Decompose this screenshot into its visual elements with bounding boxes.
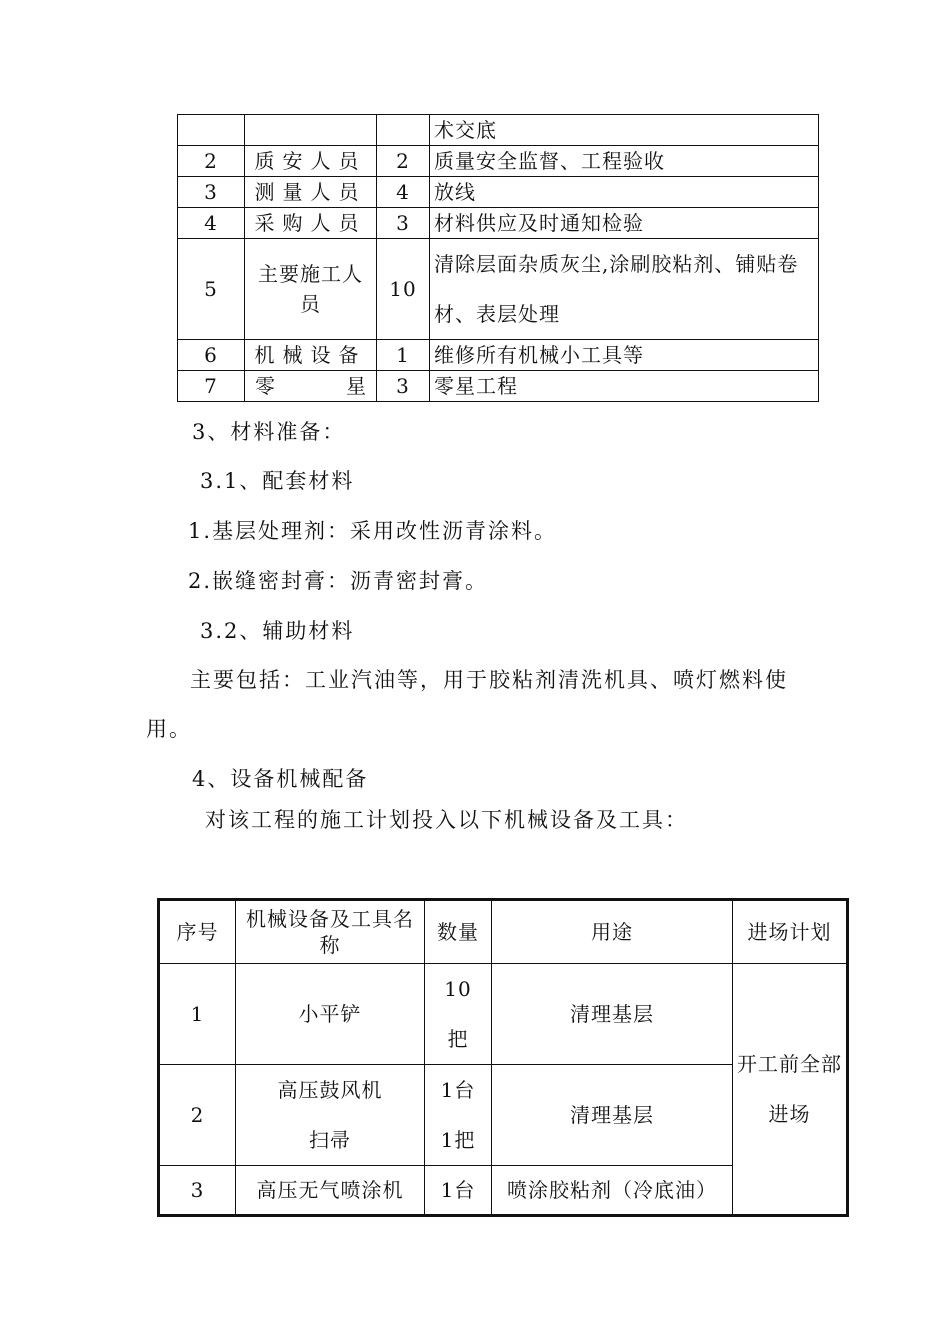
role-cell: 质安人员 bbox=[245, 146, 377, 177]
equipment-name: 扫帚 bbox=[309, 1128, 351, 1152]
quantity-value: 1台 bbox=[440, 1078, 476, 1102]
section-heading-equipment: 4、设备机械配备 bbox=[192, 767, 369, 791]
role-cell: 机械设备 bbox=[245, 340, 377, 371]
usage-cell: 清理基层 bbox=[492, 1065, 733, 1166]
plan-cell: 开工前全部进场 bbox=[733, 964, 848, 1216]
subsection-heading-supporting-materials: 3.1、配套材料 bbox=[200, 469, 355, 493]
quantity-unit: 把 bbox=[447, 1027, 469, 1051]
quantity-value: 10 bbox=[444, 977, 472, 1001]
quantity-cell: 1台 bbox=[425, 1166, 492, 1216]
row-number: 7 bbox=[178, 371, 245, 402]
staff-table bbox=[177, 114, 819, 402]
table-row bbox=[178, 115, 819, 146]
duty-cell: 质量安全监督、工程验收 bbox=[430, 146, 819, 177]
table-row bbox=[178, 177, 819, 208]
quantity-value: 1把 bbox=[440, 1128, 476, 1152]
duty-cell: 术交底 bbox=[430, 115, 819, 146]
header-cell: 机械设备及工具名称 bbox=[236, 900, 425, 964]
row-number: 6 bbox=[178, 340, 245, 371]
row-number: 2 bbox=[159, 1065, 236, 1166]
usage-cell: 喷涂胶粘剂（冷底油） bbox=[492, 1166, 733, 1216]
duty-cell: 放线 bbox=[430, 177, 819, 208]
table-row bbox=[178, 208, 819, 239]
header-cell: 数量 bbox=[425, 900, 492, 964]
count-cell: 10 bbox=[377, 239, 430, 340]
row-number bbox=[178, 115, 245, 146]
equipment-name-cell: 小平铲 bbox=[236, 964, 425, 1065]
role-cell: 零星 bbox=[245, 371, 377, 402]
count-cell: 3 bbox=[377, 208, 430, 239]
row-number: 5 bbox=[178, 239, 245, 340]
paragraph-line: 用。 bbox=[146, 717, 192, 741]
header-cell: 进场计划 bbox=[733, 900, 848, 964]
material-item: 1.基层处理剂：采用改性沥青涂料。 bbox=[188, 519, 558, 543]
duty-cell: 清除层面杂质灰尘,涂刷胶粘剂、铺贴卷材、表层处理 bbox=[430, 239, 819, 340]
section-heading-materials: 3、材料准备： bbox=[192, 420, 346, 444]
count-cell bbox=[377, 115, 430, 146]
row-number: 3 bbox=[159, 1166, 236, 1216]
duty-cell: 维修所有机械小工具等 bbox=[430, 340, 819, 371]
row-number: 1 bbox=[159, 964, 236, 1065]
equipment-name-cell: 高压无气喷涂机 bbox=[236, 1166, 425, 1216]
table-row bbox=[178, 340, 819, 371]
count-cell: 3 bbox=[377, 371, 430, 402]
header-cell: 用途 bbox=[492, 900, 733, 964]
paragraph-line: 主要包括：工业汽油等，用于胶粘剂清洗机具、喷灯燃料使 bbox=[190, 668, 788, 692]
equipment-name: 高压鼓风机 bbox=[277, 1078, 383, 1102]
paragraph-line: 对该工程的施工计划投入以下机械设备及工具： bbox=[205, 808, 688, 832]
table-header-row bbox=[159, 900, 848, 964]
duty-cell: 零星工程 bbox=[430, 371, 819, 402]
header-cell: 序号 bbox=[159, 900, 236, 964]
table-row bbox=[178, 239, 819, 340]
subsection-heading-auxiliary-materials: 3.2、辅助材料 bbox=[200, 619, 355, 643]
quantity-cell bbox=[425, 964, 492, 1065]
table-row bbox=[178, 146, 819, 177]
count-cell: 2 bbox=[377, 146, 430, 177]
quantity-cell bbox=[425, 1065, 492, 1166]
table-row bbox=[178, 371, 819, 402]
count-cell: 1 bbox=[377, 340, 430, 371]
table-row bbox=[159, 964, 848, 1065]
role-cell: 测量人员 bbox=[245, 177, 377, 208]
duty-cell: 材料供应及时通知检验 bbox=[430, 208, 819, 239]
usage-cell: 清理基层 bbox=[492, 964, 733, 1065]
equipment-name-cell bbox=[236, 1065, 425, 1166]
role-cell: 主要施工人员 bbox=[245, 239, 377, 340]
role-cell bbox=[245, 115, 377, 146]
material-item: 2.嵌缝密封膏：沥青密封膏。 bbox=[188, 569, 489, 593]
row-number: 3 bbox=[178, 177, 245, 208]
count-cell: 4 bbox=[377, 177, 430, 208]
role-cell: 采购人员 bbox=[245, 208, 377, 239]
equipment-table bbox=[157, 898, 849, 1217]
row-number: 4 bbox=[178, 208, 245, 239]
row-number: 2 bbox=[178, 146, 245, 177]
